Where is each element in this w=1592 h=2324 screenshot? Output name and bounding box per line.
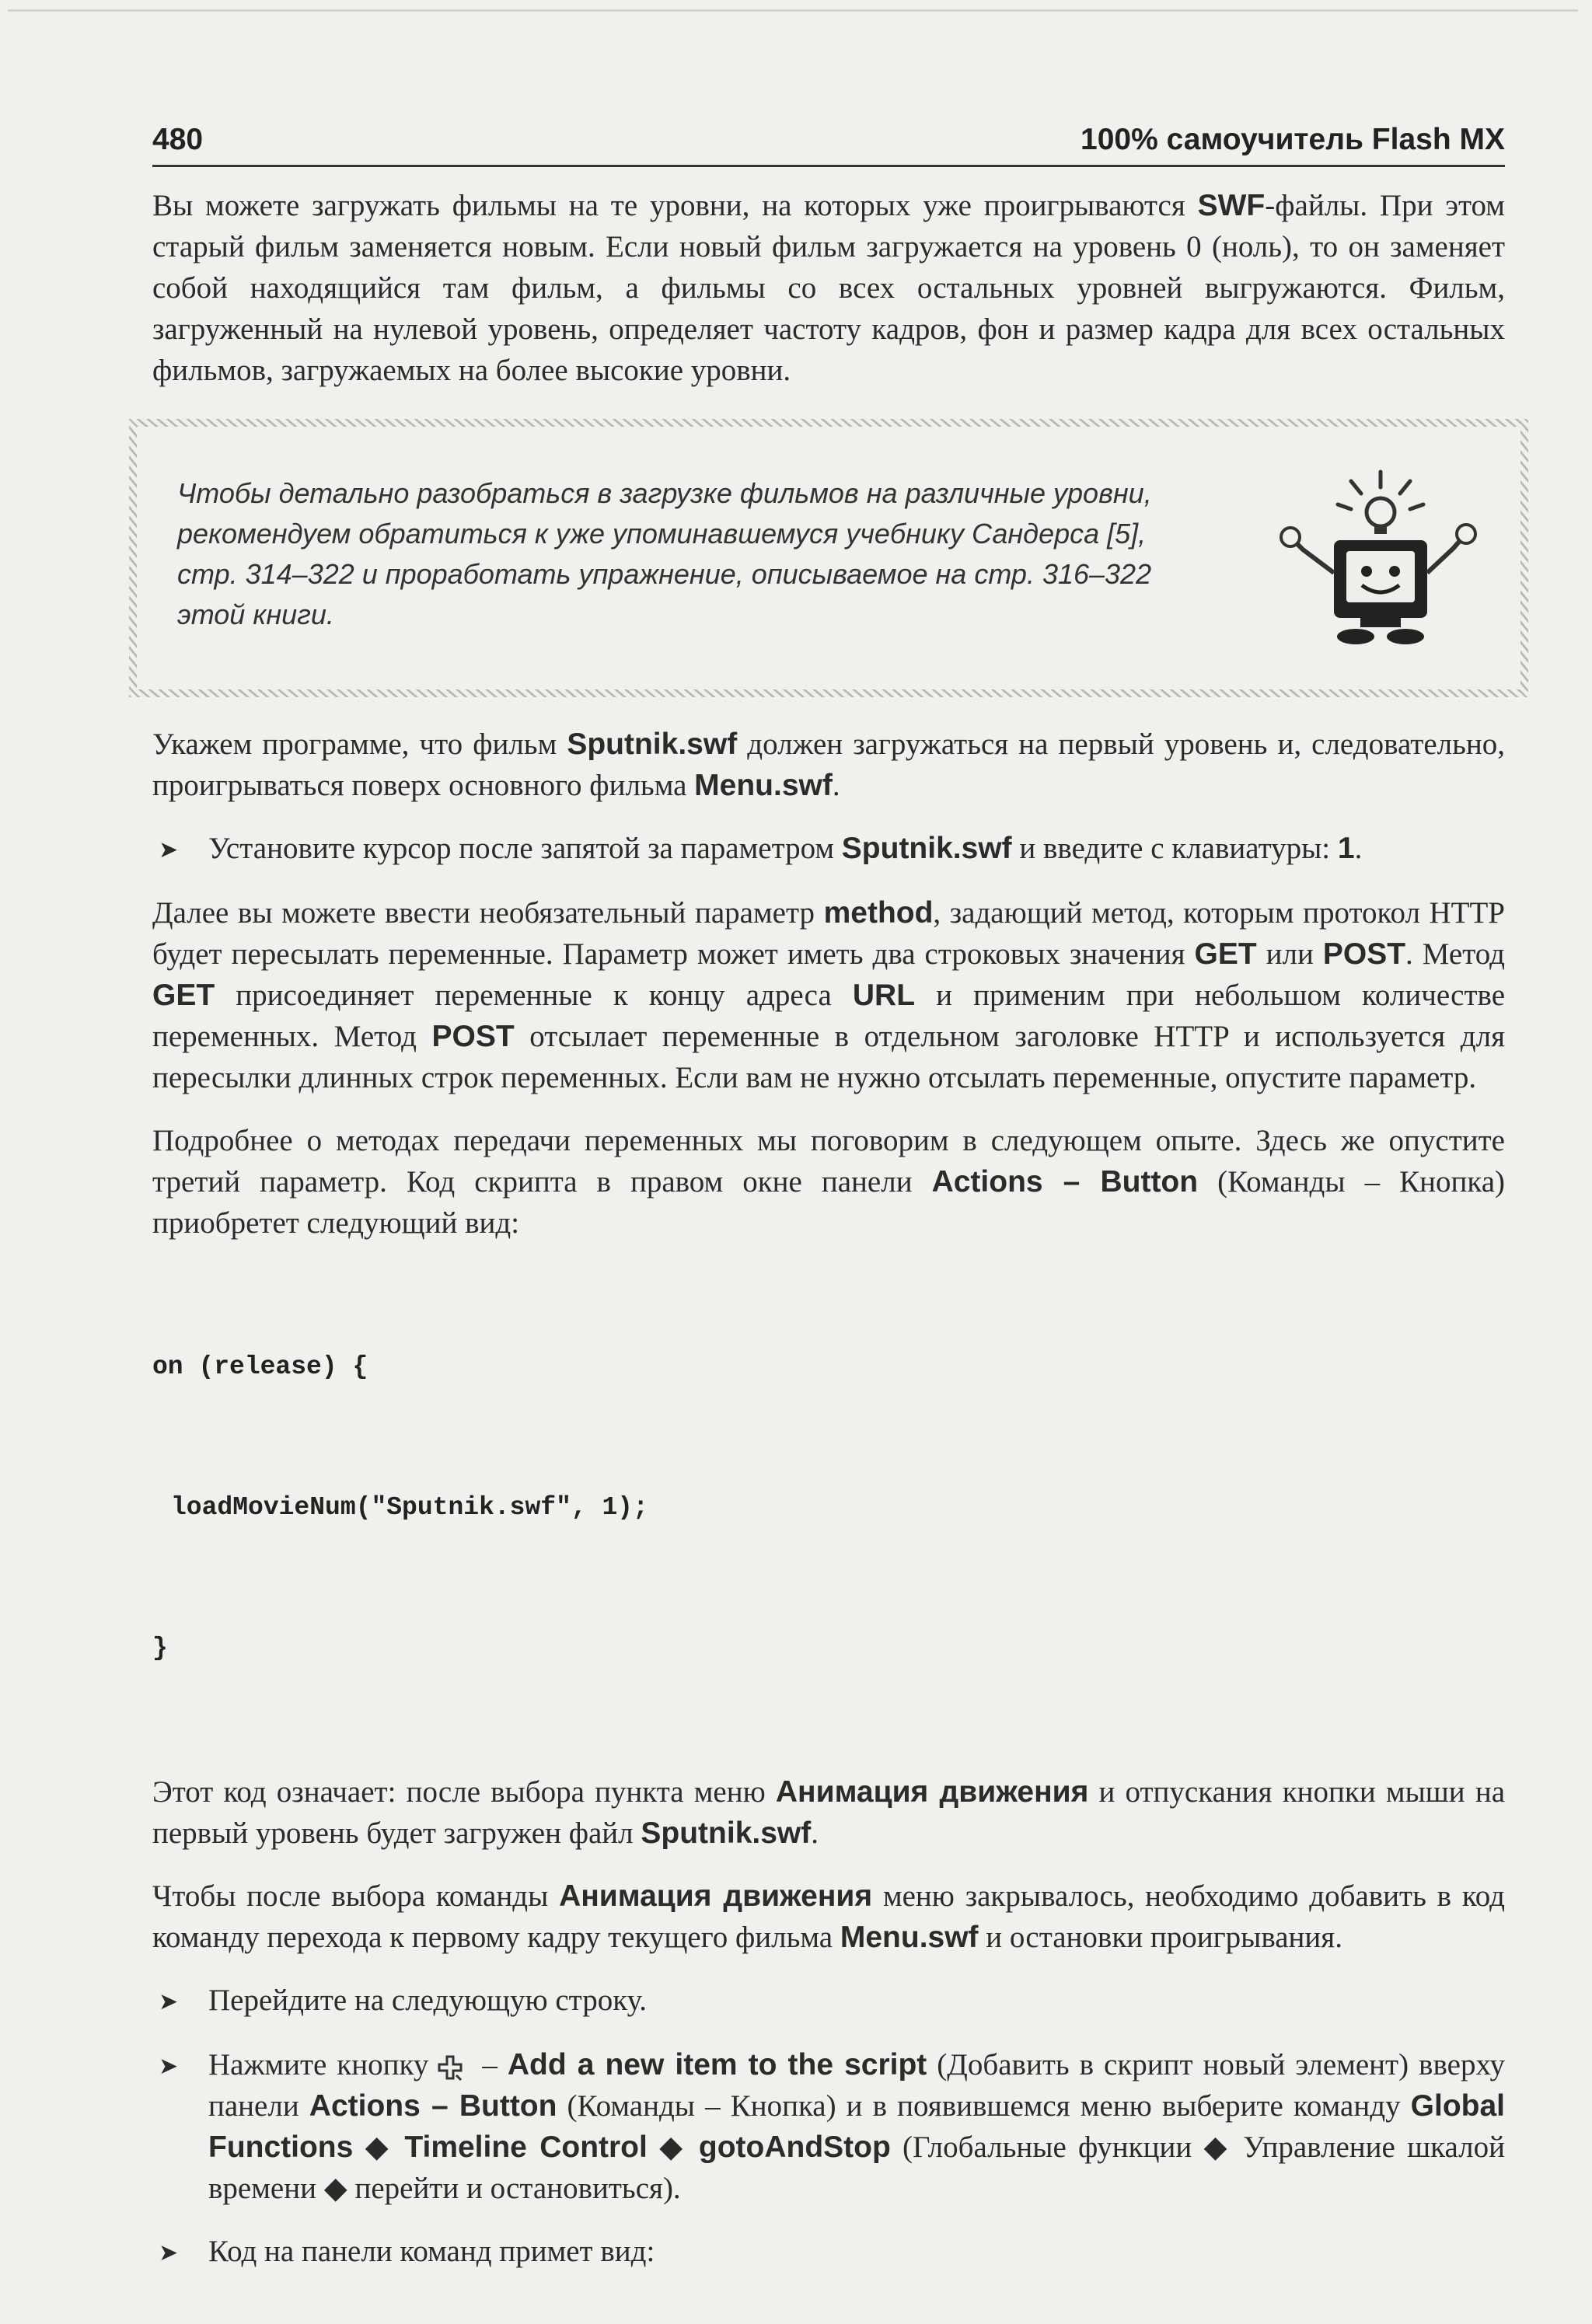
page-number: 480	[152, 123, 204, 156]
note-text: Чтобы детально разобраться в загрузке фильмов на различные уровни, рекомендуем обратиться к уже упоминавшемуся учебнику Сандерса [5], стр. 314–322 и проработать упражнение, описываемое на стр. 316–322 этой книги.	[177, 477, 1152, 630]
paragraph-menu-close: Чтобы после выбора команды Анимация движения меню закрывалось, необходимо добавить в код команду перехода к первому кадру текущего фильма Menu.swf и остановки проигрывания.	[152, 1879, 1506, 1954]
code-line: }	[152, 1634, 168, 1663]
computer-mascot-icon	[1264, 441, 1482, 651]
paragraph-levels: Вы можете загружать фильмы на те уровни, на которых уже проигрываются SWF-файлы. При этом старый фильм заменяется новым. Если новый фильм загружается на уровень 0 (ноль), то он заменяет собой находящийся там фильм, а фильмы со всех остальных уровней выгружаются. Фильм, загруженный на нулевой уровень, определяет частоту кадров, фон и размер кадра для всех остальных фильмов, загружаемых на более высокие уровни.	[152, 189, 1505, 387]
scan-edge-line	[8, 9, 1578, 12]
book-title: 100% самоучитель Flash MX	[1081, 123, 1505, 156]
arrow-bullet-icon: ➤	[159, 1988, 179, 2015]
code-listing	[152, 1244, 1505, 1771]
list-item: ➤ Установите курсор после запятой за параметром Sputnik.swf и введите с клавиатуры: 1.	[152, 828, 1505, 871]
paragraph-script-view: Подробнее о методах передачи переменных мы поговорим в следующем опыте. Здесь же опустите третий параметр. Код скрипта в правом окне панели Actions – Button (Команды – Кнопка) приобретет следующий вид:	[152, 1124, 1505, 1240]
page-body	[152, 185, 1505, 2273]
running-head	[152, 123, 1505, 167]
paragraph-code-meaning: Этот код означает: после выбора пункта меню Анимация движения и отпускания кнопки мыши на первый уровень будет загружен файл Sputnik.swf.	[152, 1775, 1506, 1850]
paragraph-method: Далее вы можете ввести необязательный параметр method, задающий метод, которым протокол HTTP будет пересылать переменные. Параметр может иметь два строковых значения GET или POST. Метод GET присоединяет переменные к концу адреса URL и применим при небольшом количестве переменных. Метод POST отсылает переменные в отдельном заголовке HTTP и используется для пересылки длинных строк переменных. Если вам не нужно отсылать переменные, опустите параметр.	[152, 896, 1506, 1094]
note-box	[129, 419, 1528, 697]
code-line: loadMovieNum("Sputnik.swf", 1);	[171, 1493, 648, 1522]
arrow-bullet-icon: ➤	[159, 2239, 179, 2266]
arrow-bullet-icon: ➤	[159, 836, 179, 864]
list-item: ➤ Код на панели команд примет вид:	[152, 2231, 1505, 2273]
list-item: ➤ Нажмите кнопку – Add a new item to the script (Добавить в скрипт новый элемент) вверху панели Actions – Button (Команды – Кнопка) и в появившемся меню выберите команду Global Functions ◆ Timeline Control ◆ gotoAndStop (Глобальные функции ◆ Управление шкалой времени ◆ перейти и остановиться).	[152, 2044, 1505, 2209]
arrow-bullet-icon: ➤	[159, 2053, 179, 2080]
paragraph-sputnik: Укажем программе, что фильм Sputnik.swf должен загружаться на первый уровень и, следовательно, проигрываться поверх основного фильма Menu.swf.	[152, 728, 1505, 802]
code-line: on (release) {	[152, 1352, 368, 1381]
add-item-plus-icon	[435, 2052, 466, 2083]
list-item: ➤ Перейдите на следующую строку.	[152, 1980, 1505, 2022]
